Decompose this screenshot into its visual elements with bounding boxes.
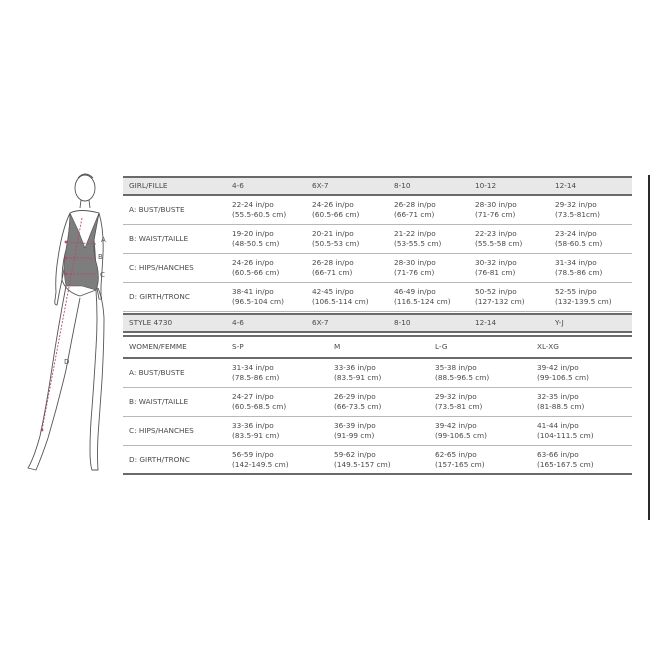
women-row-girth xyxy=(123,446,632,475)
girl-size-12-14: 12-14 xyxy=(555,181,577,190)
girl-size-6x-7: 6X-7 xyxy=(312,181,329,190)
marker-a: A xyxy=(101,236,106,244)
style-row xyxy=(123,313,632,333)
table-cell: 29-32 in/po (73.5-81cm) xyxy=(555,200,600,219)
table-cell: 22-24 in/po (55.5-60.5 cm) xyxy=(232,200,287,219)
measurement-figure xyxy=(0,168,125,478)
table-cell: 33-36 in/po (83.5-91 cm) xyxy=(232,421,280,440)
marker-c: C xyxy=(100,271,105,279)
girl-size-10-12: 10-12 xyxy=(475,181,497,190)
style-size: 8-10 xyxy=(394,318,411,327)
style-size: 12-14 xyxy=(475,318,497,327)
marker-b: B xyxy=(98,253,103,261)
size-chart xyxy=(123,176,632,475)
women-size-m: M xyxy=(334,342,341,351)
row-label: B: WAIST/TAILLE xyxy=(129,234,189,243)
table-cell: 22-23 in/po (55.5-58 cm) xyxy=(475,229,523,248)
style-size: 4-6 xyxy=(232,318,244,327)
table-cell: 26-28 in/po (66-71 cm) xyxy=(394,200,436,219)
girl-row-hips xyxy=(123,254,632,283)
style-label: STYLE 4730 xyxy=(129,318,173,327)
girl-row-waist xyxy=(123,225,632,254)
table-cell: 36-39 in/po (91-99 cm) xyxy=(334,421,376,440)
girl-header-row xyxy=(123,176,632,196)
girl-row-bust xyxy=(123,196,632,225)
table-cell: 52-55 in/po (132-139.5 cm) xyxy=(555,287,612,306)
table-cell: 32-35 in/po (81-88.5 cm) xyxy=(537,392,585,411)
row-label: B: WAIST/TAILLE xyxy=(129,397,189,406)
table-cell: 46-49 in/po (116.5-124 cm) xyxy=(394,287,451,306)
table-cell: 31-34 in/po (78.5-86 cm) xyxy=(232,363,280,382)
table-cell: 28-30 in/po (71-76 cm) xyxy=(475,200,517,219)
table-cell: 29-32 in/po (73.5-81 cm) xyxy=(435,392,483,411)
table-cell: 19-20 in/po (48-50.5 cm) xyxy=(232,229,280,248)
table-cell: 56-59 in/po (142-149.5 cm) xyxy=(232,449,289,469)
table-cell: 35-38 in/po (88.5-96.5 cm) xyxy=(435,363,490,382)
women-size-l-g: L-G xyxy=(435,342,448,351)
style-size: 6X-7 xyxy=(312,318,329,327)
women-row-bust xyxy=(123,359,632,388)
row-label: A: BUST/BUSTE xyxy=(129,368,185,377)
table-cell: 28-30 in/po (71-76 cm) xyxy=(394,258,436,277)
table-cell: 39-42 in/po (99-106.5 cm) xyxy=(435,421,487,440)
women-row-waist xyxy=(123,388,632,417)
row-label: D: GIRTH/TRONC xyxy=(129,454,190,464)
women-size-s-p: S-P xyxy=(232,342,244,351)
table-cell: 63-66 in/po (165-167.5 cm) xyxy=(537,449,594,469)
table-cell: 24-26 in/po (60.5-66 cm) xyxy=(312,200,360,219)
women-header-label: WOMEN/FEMME xyxy=(129,342,187,351)
table-cell: 62-65 in/po (157-165 cm) xyxy=(435,449,485,469)
marker-d: D xyxy=(64,358,70,366)
table-cell: 24-27 in/po (60.5-68.5 cm) xyxy=(232,392,287,411)
table-cell: 31-34 in/po (78.5-86 cm) xyxy=(555,258,603,277)
table-cell: 26-29 in/po (66-73.5 cm) xyxy=(334,392,382,411)
table-cell: 26-28 in/po (66-71 cm) xyxy=(312,258,354,277)
table-cell: 38-41 in/po (96.5-104 cm) xyxy=(232,287,284,306)
girl-header-label: GIRL/FILLE xyxy=(129,181,168,190)
table-cell: 59-62 in/po (149.5-157 cm) xyxy=(334,449,391,469)
table-cell: 24-26 in/po (60.5-66 cm) xyxy=(232,258,280,277)
table-cell: 50-52 in/po (127-132 cm) xyxy=(475,287,525,306)
table-cell: 42-45 in/po (106.5-114 cm) xyxy=(312,287,369,306)
table-cell: 41-44 in/po (104-111.5 cm) xyxy=(537,421,594,440)
table-cell: 39-42 in/po (99-106.5 cm) xyxy=(537,363,589,382)
table-cell: 21-22 in/po (53-55.5 cm) xyxy=(394,229,442,248)
row-label: C: HIPS/HANCHES xyxy=(129,263,194,272)
girl-size-8-10: 8-10 xyxy=(394,181,411,190)
table-cell: 30-32 in/po (76-81 cm) xyxy=(475,258,517,277)
girl-size-4-6: 4-6 xyxy=(232,181,244,190)
women-header-row xyxy=(123,335,632,359)
row-label: D: GIRTH/TRONC xyxy=(129,292,190,301)
girl-row-girth xyxy=(123,283,632,312)
women-row-hips xyxy=(123,417,632,446)
table-cell: 20-21 in/po (50.5-53 cm) xyxy=(312,229,360,248)
table-cell: 23-24 in/po (58-60.5 cm) xyxy=(555,229,603,248)
style-size: Y-J xyxy=(555,318,564,327)
row-label: A: BUST/BUSTE xyxy=(129,205,185,214)
women-size-xl-xg: XL-XG xyxy=(537,342,559,351)
row-label: C: HIPS/HANCHES xyxy=(129,426,194,435)
table-cell: 33-36 in/po (83.5-91 cm) xyxy=(334,363,382,382)
